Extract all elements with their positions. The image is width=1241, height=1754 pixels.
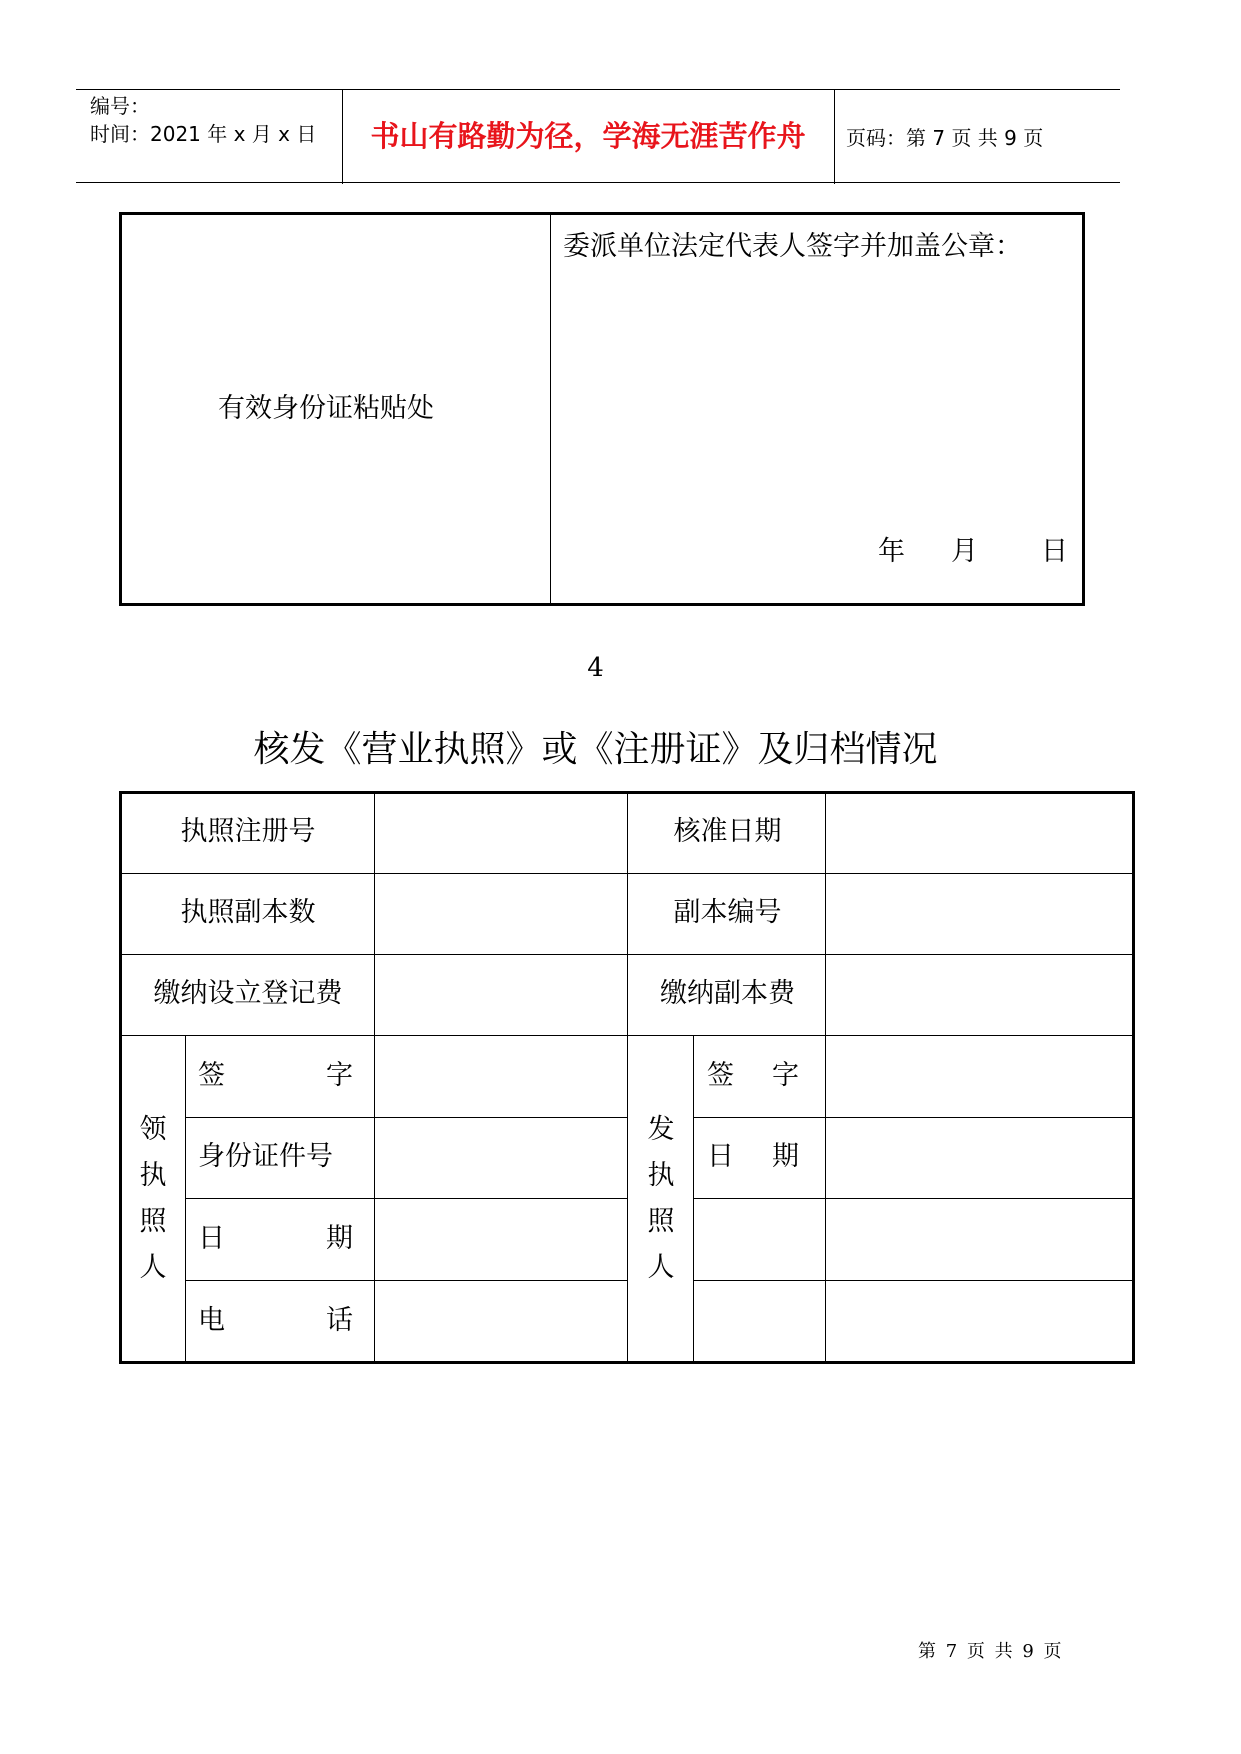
table-rule-4-left (185, 1117, 627, 1118)
table-rule-4-right (693, 1117, 1135, 1118)
receiver-id-label: 身份证件号 (198, 1141, 333, 1172)
header-page-label: 页码：第 7 页 共 9 页 (846, 126, 1044, 150)
table-col-line-3 (825, 791, 826, 1364)
table-rule-6-right (693, 1280, 1135, 1281)
legal-rep-sign-label: 委派单位法定代表人签字并加盖公章： (563, 231, 1022, 262)
doc-number-label: 编号： (90, 94, 150, 118)
issuer-sign-label-a: 签 (707, 1060, 734, 1091)
issuer-date-label-b: 期 (772, 1141, 799, 1172)
table-col-line-receiver (185, 1035, 186, 1364)
section-number: 4 (587, 653, 604, 683)
receiver-group-label: 领执照人 (139, 1114, 167, 1283)
receiver-phone-label-b: 话 (326, 1305, 353, 1336)
receiver-date-label-a: 日 (198, 1223, 225, 1254)
section-title: 核发《营业执照》或《注册证》及归档情况 (253, 729, 938, 770)
license-reg-no-label: 执照注册号 (180, 816, 316, 847)
id-card-box-divider (550, 212, 551, 606)
footer-page-number: 第 7 页 共 9 页 (918, 1641, 1064, 1662)
copy-number-label: 副本编号 (673, 897, 782, 928)
approval-date-label: 核准日期 (673, 816, 782, 847)
issuer-group-label: 发执照人 (647, 1114, 675, 1283)
receiver-phone-label-a: 电 (198, 1305, 225, 1336)
sign-date-year: 年 (878, 536, 905, 567)
issuer-sign-label-b: 字 (772, 1060, 799, 1091)
table-rule-5-right (693, 1198, 1135, 1199)
header-bottom-rule (76, 182, 1120, 183)
receiver-sign-label-b: 字 (326, 1060, 353, 1091)
sign-date-month: 月 (951, 536, 978, 567)
table-rule-6-left (185, 1280, 627, 1281)
sign-date-day: 日 (1041, 536, 1068, 567)
table-col-line-2 (627, 791, 628, 1364)
receiver-date-label-b: 期 (326, 1223, 353, 1254)
header-motto: 书山有路勤为径，学海无涯苦作舟 (370, 119, 806, 153)
receiver-sign-label-a: 签 (198, 1060, 225, 1091)
copy-fee-label: 缴纳副本费 (660, 978, 795, 1009)
license-copy-count-label: 执照副本数 (180, 897, 316, 928)
table-rule-5-left (185, 1198, 627, 1199)
header-top-rule (76, 89, 1120, 90)
table-col-line-issuer (693, 1035, 694, 1364)
issuer-date-label-a: 日 (707, 1141, 734, 1172)
registration-fee-label: 缴纳设立登记费 (153, 978, 343, 1009)
table-col-line-1 (374, 791, 375, 1364)
doc-time-label: 时间：2021 年 x 月 x 日 (90, 122, 317, 146)
header-divider-right (834, 90, 835, 184)
id-card-paste-label: 有效身份证粘贴处 (218, 393, 434, 424)
